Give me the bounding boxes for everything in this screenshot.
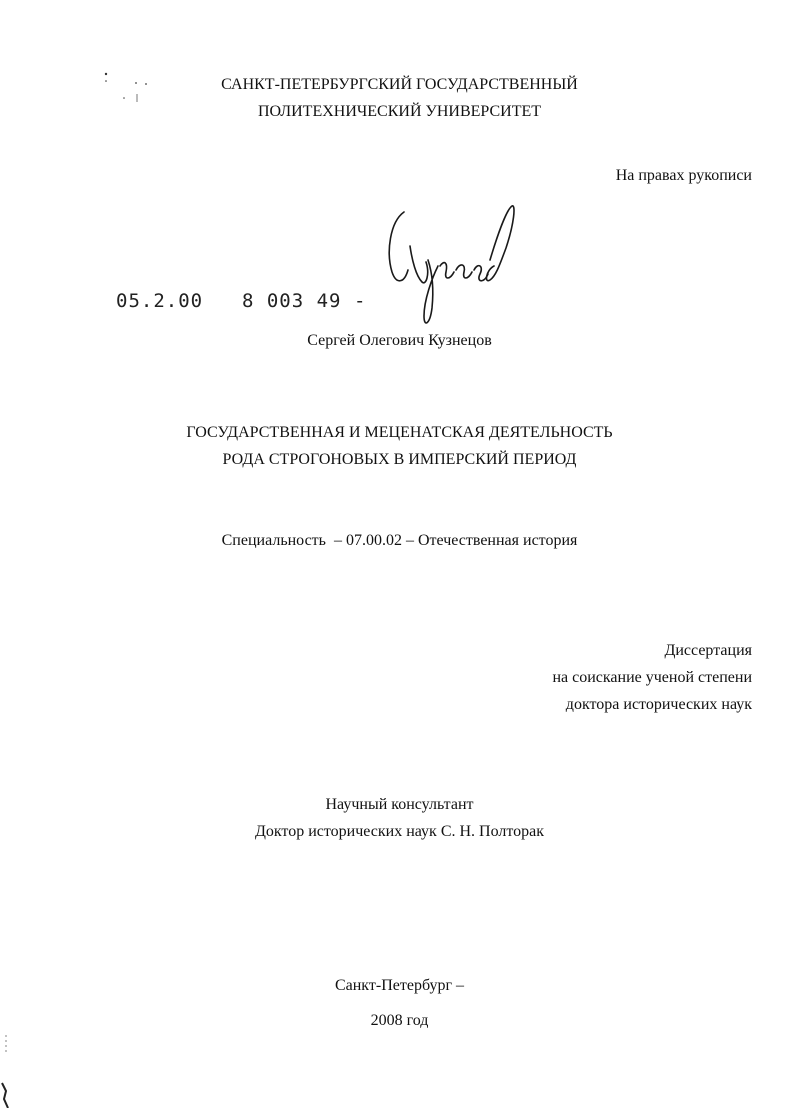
- rights-note: На правах рукописи: [615, 167, 752, 184]
- institution-line-1: САНКТ-ПЕТЕРБУРГСКИЙ ГОСУДАРСТВЕННЫЙ: [221, 76, 578, 93]
- stamp-number: 8 003 49: [241, 290, 342, 312]
- author-signature: [376, 200, 526, 335]
- degree-line-1: Диссертация: [664, 642, 752, 659]
- author-name: Сергей Олегович Кузнецов: [307, 332, 492, 349]
- stamp-code: 05.2.00: [116, 290, 204, 312]
- scan-edge-mark: [0, 1035, 20, 1108]
- institution-line-2: ПОЛИТЕХНИЧЕСКИЙ УНИВЕРСИТЕТ: [257, 103, 542, 120]
- title-line-2: РОДА СТРОГОНОВЫХ В ИМПЕРСКИЙ ПЕРИОД: [222, 451, 577, 468]
- footer-year: 2008 год: [370, 1012, 429, 1029]
- degree-line-3: доктора исторических наук: [565, 696, 752, 713]
- stamp-dash: -: [353, 290, 367, 312]
- consultant-name: Доктор исторических наук С. Н. Полторак: [254, 823, 545, 840]
- consultant-label: Научный консультант: [325, 796, 474, 813]
- library-stamp: [116, 290, 366, 312]
- title-line-1: ГОСУДАРСТВЕННАЯ И МЕЦЕНАТСКАЯ ДЕЯТЕЛЬНОСТЬ: [186, 424, 613, 441]
- footer-city: Санкт-Петербург –: [334, 977, 465, 994]
- specialty-line: Специальность – 07.00.02 – Отечественная история: [221, 532, 578, 549]
- degree-line-2: на соискание ученой степени: [552, 669, 752, 686]
